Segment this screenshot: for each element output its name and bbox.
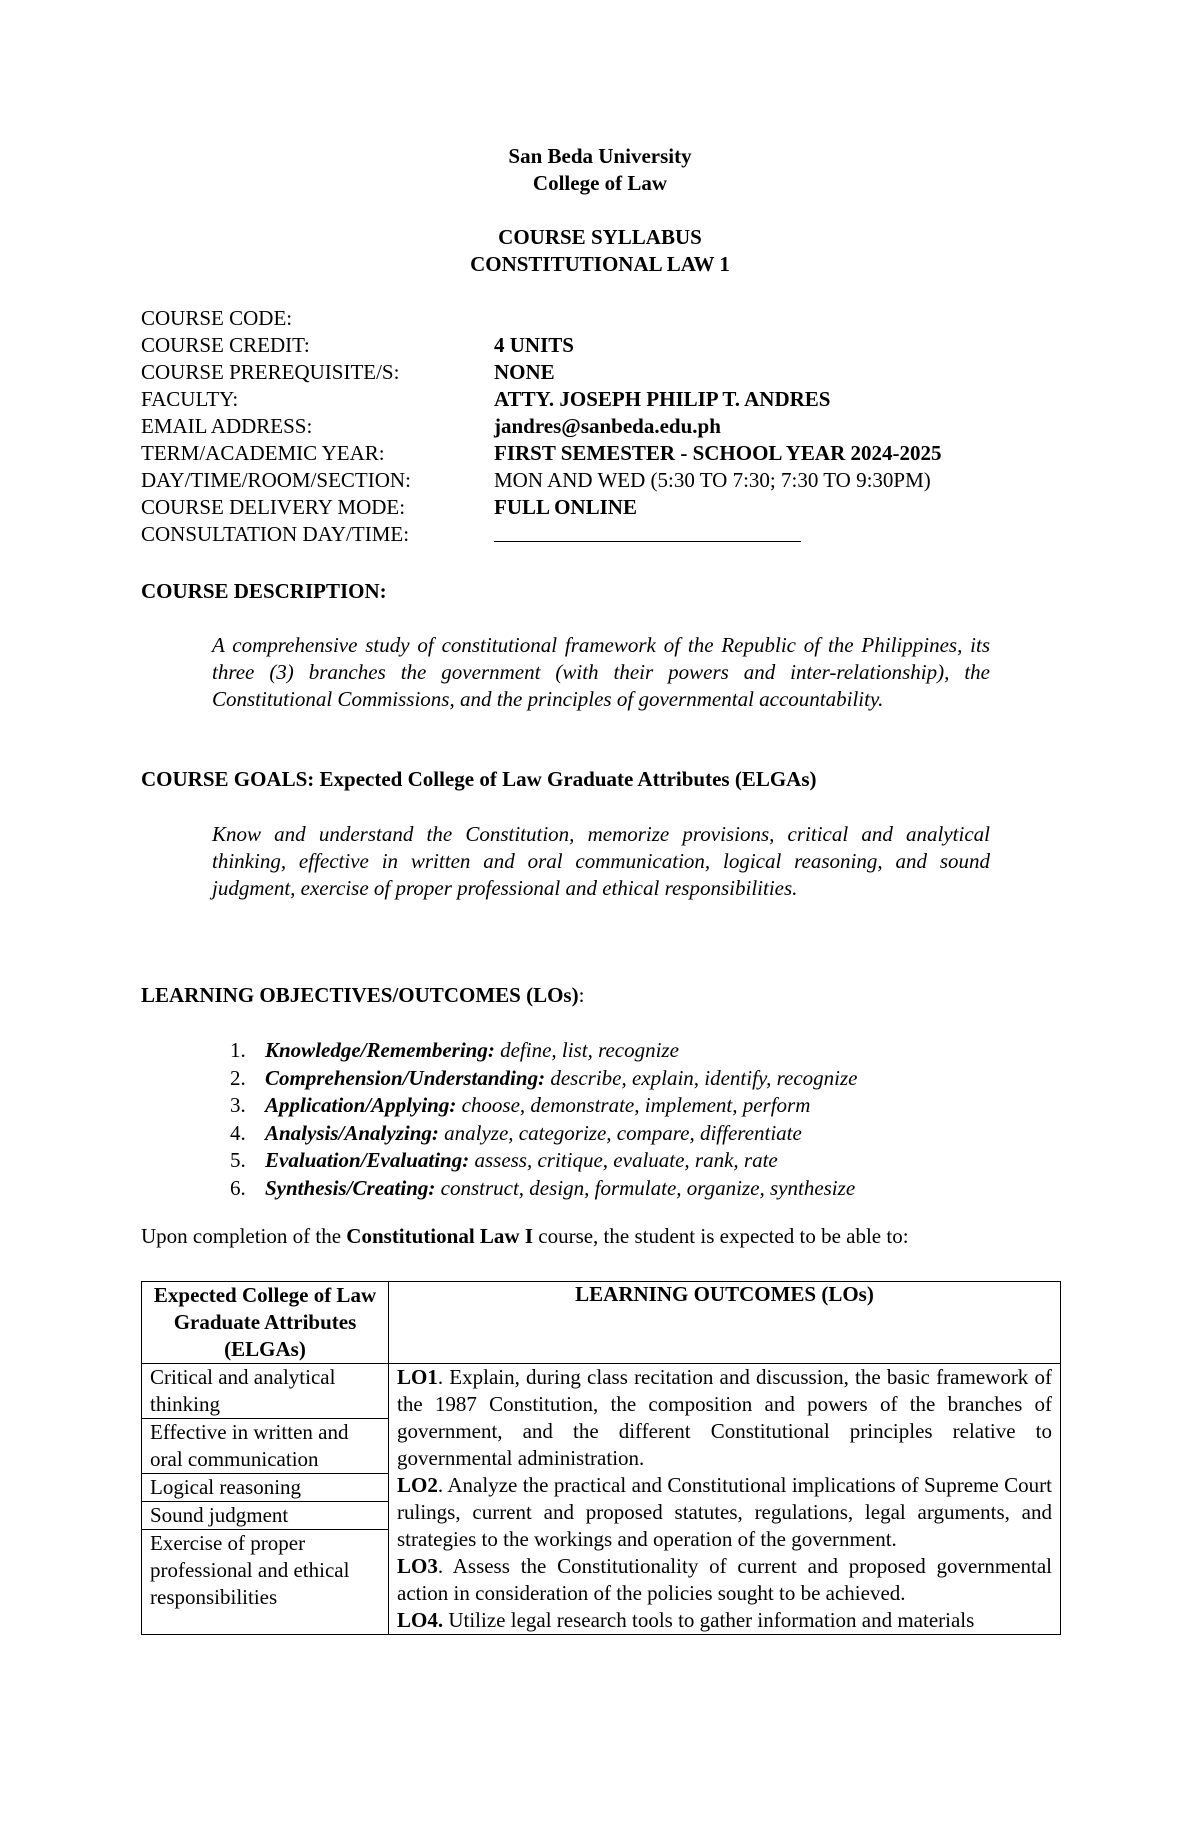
list-item <box>200 1147 1100 1175</box>
info-value: ATTY. JOSEPH PHILIP T. ANDRES <box>494 387 831 411</box>
info-label: COURSE CREDIT: <box>141 333 310 357</box>
list-item <box>200 1120 1100 1148</box>
info-label: COURSE DELIVERY MODE: <box>141 495 406 519</box>
outcome-text: . Analyze the practical and Constitutional implications of Supreme Court rulings, current and proposed statutes, regulations, legal arguments, and strategies to the workings and operation of the government. <box>397 1473 1052 1551</box>
learning-outcomes-table <box>141 1281 1061 1635</box>
info-row-prerequisite <box>141 359 1041 386</box>
outcomes-cell <box>389 1364 1061 1635</box>
info-row-faculty <box>141 386 1041 413</box>
course-goals-text: Know and understand the Constitution, memorize provisions, critical and analytical thinking, effective in written and oral communication, logical reasoning, and sound judgment, exercise of proper professional and ethical responsibilities. <box>212 822 990 900</box>
objective-verbs: describe, explain, identify, recognize <box>545 1065 858 1090</box>
learning-objectives-list <box>200 1037 1100 1202</box>
info-label: TERM/ACADEMIC YEAR: <box>141 441 385 465</box>
document-type: COURSE SYLLABUS <box>498 225 702 249</box>
completion-statement <box>141 1223 909 1250</box>
info-label: FACULTY: <box>141 387 239 411</box>
info-row-term <box>141 440 1041 467</box>
info-row-consultation <box>141 521 1041 548</box>
info-value: MON AND WED (5:30 TO 7:30; 7:30 TO 9:30PM) <box>494 468 931 492</box>
elga-cell: Effective in written and oral communication <box>142 1419 389 1474</box>
college-name: College of Law <box>532 171 668 195</box>
completion-course-name: Constitutional Law I <box>346 1224 533 1248</box>
outcome-text: . Explain, during class recitation and discussion, the basic framework of the 1987 Constitution, the composition and powers of the branches of government, and the different Constitutional principles relative to governmental administration. <box>397 1365 1052 1470</box>
list-item <box>200 1092 1100 1120</box>
info-label: CONSULTATION DAY/TIME: <box>141 522 410 546</box>
list-item <box>200 1065 1100 1093</box>
outcome-code: LO4. <box>397 1608 444 1632</box>
info-row-course-credit <box>141 332 1041 359</box>
outcome-lo1 <box>397 1364 1052 1472</box>
objective-term: Evaluation/Evaluating: <box>265 1148 470 1172</box>
objective-verbs: construct, design, formulate, organize, synthesize <box>435 1175 856 1200</box>
info-value: FULL ONLINE <box>494 495 637 519</box>
outcomes-column-header: LEARNING OUTCOMES (LOs) <box>389 1282 1061 1364</box>
consultation-blank-line <box>494 521 801 548</box>
objective-term: Knowledge/Remembering: <box>265 1038 495 1062</box>
outcome-text: Utilize legal research tools to gather information and materials <box>443 1608 975 1632</box>
info-row-schedule <box>141 467 1041 494</box>
objective-verbs: choose, demonstrate, implement, perform <box>456 1093 811 1117</box>
outcome-code: LO2 <box>397 1473 438 1497</box>
university-name: San Beda University <box>508 144 692 168</box>
list-number: 6. <box>230 1175 246 1200</box>
outcome-lo3 <box>397 1553 1052 1607</box>
learning-objectives-title: LEARNING OBJECTIVES/OUTCOMES (LOs) <box>141 983 579 1007</box>
learning-objectives-heading <box>141 982 584 1009</box>
objective-term: Analysis/Analyzing: <box>265 1120 439 1145</box>
objective-term: Comprehension/Understanding: <box>265 1065 546 1090</box>
table-header-row <box>142 1282 1061 1364</box>
completion-after: course, the student is expected to be able to: <box>533 1224 909 1248</box>
list-item <box>200 1175 1100 1203</box>
info-label: DAY/TIME/ROOM/SECTION: <box>141 468 411 492</box>
objective-verbs: assess, critique, evaluate, rank, rate <box>469 1148 778 1172</box>
list-number: 2. <box>230 1065 246 1090</box>
info-value: 4 UNITS <box>494 333 574 357</box>
email-value[interactable]: jandres@sanbeda.edu.ph <box>494 414 721 438</box>
outcome-code: LO1 <box>397 1365 438 1389</box>
info-row-delivery-mode <box>141 494 1041 521</box>
table-row <box>142 1364 1061 1419</box>
outcome-lo4 <box>397 1607 1052 1634</box>
info-label: COURSE CODE: <box>141 306 293 330</box>
course-info-block <box>141 305 1041 548</box>
info-value: FIRST SEMESTER - SCHOOL YEAR 2024-2025 <box>494 441 942 465</box>
info-value: NONE <box>494 360 555 384</box>
info-label: COURSE PREREQUISITE/S: <box>141 360 400 384</box>
list-number: 5. <box>230 1148 246 1172</box>
objective-term: Synthesis/Creating: <box>265 1175 436 1200</box>
objective-verbs: define, list, recognize <box>494 1038 679 1062</box>
course-description-text: A comprehensive study of constitutional framework of the Republic of the Philippines, its three (3) branches the government (with their powers and inter-relationship), the Constitutional Commissions, and the principles of governmental accountability. <box>212 633 990 711</box>
heading-colon: : <box>578 983 585 1007</box>
elga-cell: Logical reasoning <box>142 1474 389 1502</box>
info-label: EMAIL ADDRESS: <box>141 414 313 438</box>
elga-cell: Sound judgment <box>142 1502 389 1530</box>
elga-column-header: Expected College of Law Graduate Attributes (ELGAs) <box>142 1282 389 1364</box>
outcome-text: . Assess the Constitutionality of current and proposed governmental action in consideration of the policies sought to be achieved. <box>397 1554 1052 1605</box>
list-number: 3. <box>230 1093 246 1117</box>
objective-term: Application/Applying: <box>265 1093 457 1117</box>
elga-cell: Critical and analytical thinking <box>142 1364 389 1419</box>
list-number: 1. <box>230 1038 246 1062</box>
list-item <box>200 1037 1100 1065</box>
course-title: CONSTITUTIONAL LAW 1 <box>470 252 730 276</box>
objective-verbs: analyze, categorize, compare, differentiate <box>438 1120 802 1145</box>
elga-cell: Exercise of proper professional and ethical responsibilities <box>142 1530 389 1635</box>
completion-before: Upon completion of the <box>141 1224 347 1248</box>
outcome-lo2 <box>397 1472 1052 1553</box>
info-row-email <box>141 413 1041 440</box>
info-row-course-code <box>141 305 1041 332</box>
list-number: 4. <box>230 1120 246 1145</box>
course-goals-heading: COURSE GOALS: Expected College of Law Graduate Attributes (ELGAs) <box>141 767 817 791</box>
outcome-code: LO3 <box>397 1554 438 1578</box>
course-description-heading: COURSE DESCRIPTION: <box>141 579 387 603</box>
